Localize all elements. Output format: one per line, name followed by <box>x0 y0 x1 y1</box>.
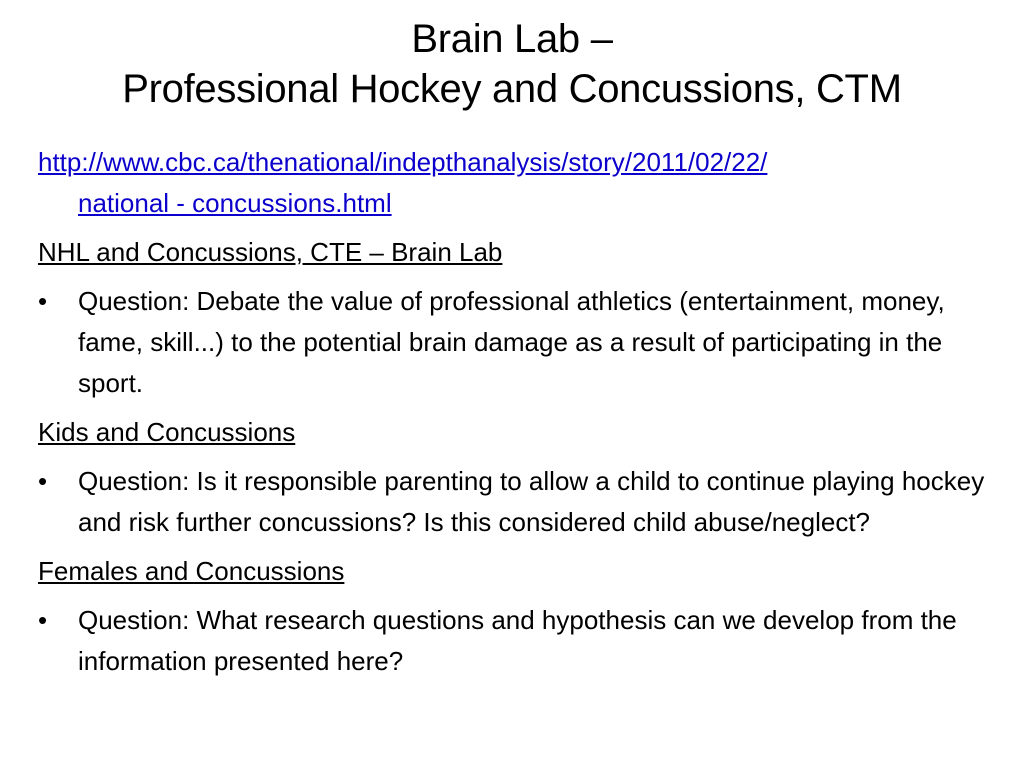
bullet-text: Question: What research questions and hypothesis can we develop from the information presented here? <box>78 605 957 676</box>
section-heading-nhl: NHL and Concussions, CTE – Brain Lab <box>38 237 503 267</box>
title-line-1: Brain Lab – <box>411 17 613 61</box>
bullet-text: Question: Is it responsible parenting to allow a child to continue playing hockey and risk further concussions? Is this considered child abuse/neglect? <box>78 466 985 537</box>
slide-title <box>40 14 984 114</box>
source-link-line-1[interactable]: http://www.cbc.ca/thenational/indepthanalysis/story/2011/02/22/ <box>38 147 768 177</box>
bullet-glyph: • <box>38 605 48 635</box>
section-bullet-nhl <box>38 281 988 404</box>
section-heading-females: Females and Concussions <box>38 556 345 586</box>
slide-body <box>38 142 988 682</box>
bullet-text: Question: Debate the value of professional athletics (entertainment, money, fame, skill...) to the potential brain damage as a result of participating in the sport. <box>78 286 945 398</box>
source-link-line-2[interactable]: national - concussions.html <box>78 188 392 218</box>
section-bullet-kids <box>38 461 988 543</box>
bullet-glyph: • <box>38 466 48 496</box>
bullet-glyph: • <box>38 286 48 316</box>
section-heading-kids: Kids and Concussions <box>38 417 296 447</box>
source-link[interactable] <box>38 142 988 224</box>
section-bullet-females <box>38 600 988 682</box>
title-line-2: Professional Hockey and Concussions, CTM <box>122 67 902 111</box>
